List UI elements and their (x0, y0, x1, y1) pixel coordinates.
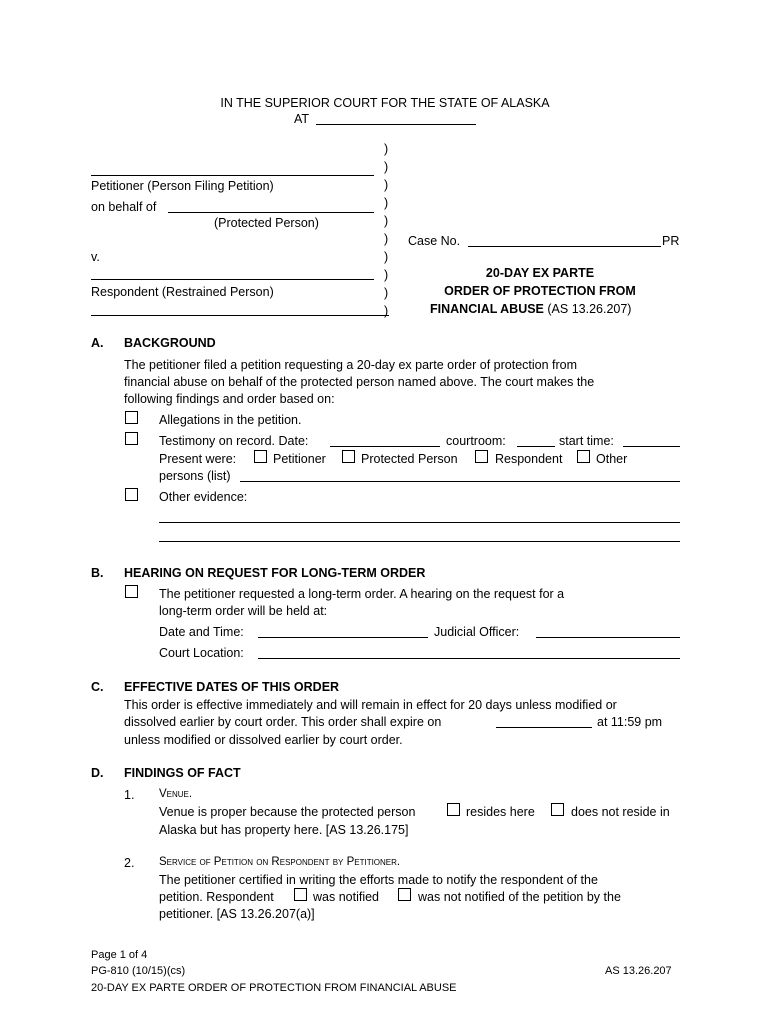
section-d-heading: FINDINGS OF FACT (124, 766, 241, 780)
footer-form-title: 20-DAY EX PARTE ORDER OF PROTECTION FROM FINANCIAL ABUSE (91, 982, 457, 994)
footer-statute: AS 13.26.207 (605, 965, 672, 977)
caption-paren: ) (384, 304, 389, 318)
order-title-financial-abuse: FINANCIAL ABUSE (430, 302, 544, 316)
at-label: AT (294, 112, 310, 126)
order-title-line1: 20-DAY EX PARTE (485, 266, 595, 280)
case-no-label: Case No. (408, 234, 461, 248)
resides-here-checkbox[interactable] (447, 803, 460, 816)
caption-paren: ) (384, 196, 389, 210)
caption-paren: ) (384, 268, 389, 282)
start-time-field[interactable] (623, 446, 680, 447)
court-heading: IN THE SUPERIOR COURT FOR THE STATE OF ALASKA (220, 96, 550, 110)
courtroom-label: courtroom: (446, 434, 506, 448)
finding-2-text: petitioner. [AS 13.26.207(a)] (159, 907, 315, 921)
order-title-line2: ORDER OF PROTECTION FROM (444, 284, 636, 298)
judicial-officer-field[interactable] (536, 637, 680, 638)
testimony-checkbox[interactable] (125, 432, 138, 445)
respondent-name-field[interactable] (91, 279, 374, 280)
section-b-letter: B. (91, 566, 104, 580)
other-evidence-field[interactable] (159, 541, 680, 542)
does-not-reside-label: does not reside in (571, 805, 670, 819)
other-evidence-checkbox[interactable] (125, 488, 138, 501)
caption-paren: ) (384, 214, 389, 228)
persons-list-label: persons (list) (159, 469, 231, 483)
caption-paren: ) (384, 142, 389, 156)
was-not-notified-label: was not notified of the petition by the (418, 890, 621, 904)
persons-list-field[interactable] (240, 481, 680, 482)
hearing-location-field[interactable] (258, 658, 680, 659)
present-protected-checkbox[interactable] (342, 450, 355, 463)
section-c-letter: C. (91, 680, 104, 694)
caption-paren: ) (384, 178, 389, 192)
section-a-letter: A. (91, 336, 104, 350)
present-were-label: Present were: (159, 452, 237, 466)
judicial-officer-label: Judicial Officer: (434, 625, 520, 639)
order-title-line3 (430, 302, 631, 316)
finding-2-text: petition. Respondent (159, 890, 274, 904)
section-c-heading: EFFECTIVE DATES OF THIS ORDER (124, 680, 340, 694)
present-protected-label: Protected Person (361, 452, 458, 466)
finding-1-title: Venue. (159, 788, 193, 800)
other-evidence-field[interactable] (159, 522, 680, 523)
section-b-text: long-term order will be held at: (159, 604, 328, 618)
was-notified-checkbox[interactable] (294, 888, 307, 901)
other-evidence-label: Other evidence: (159, 490, 248, 504)
was-notified-label: was notified (313, 890, 380, 904)
present-respondent-checkbox[interactable] (475, 450, 488, 463)
allegations-label: Allegations in the petition. (159, 413, 302, 427)
section-a-intro: following findings and order based on: (124, 392, 335, 406)
on-behalf-label: on behalf of (91, 200, 157, 214)
petitioner-label: Petitioner (Person Filing Petition) (91, 179, 274, 193)
section-c-text: This order is effective immediately and will remain in effect for 20 days unless modified or (124, 698, 617, 712)
caption-bottom-line (91, 315, 389, 316)
courtroom-field[interactable] (517, 446, 555, 447)
present-other-label: Other (596, 452, 628, 466)
footer-page-number: Page 1 of 4 (91, 949, 148, 961)
case-suffix: PR (662, 234, 680, 248)
caption-paren: ) (384, 286, 389, 300)
caption-paren: ) (384, 160, 389, 174)
finding-2-text: The petitioner certified in writing the efforts made to notify the respondent of the (159, 873, 598, 887)
allegations-checkbox[interactable] (125, 411, 138, 424)
court-location-label: Court Location: (159, 646, 244, 660)
section-b-heading: HEARING ON REQUEST FOR LONG-TERM ORDER (124, 566, 426, 580)
present-petitioner-label: Petitioner (273, 452, 326, 466)
protected-person-field[interactable] (168, 212, 374, 213)
date-time-label: Date and Time: (159, 625, 244, 639)
section-c-text: at 11:59 pm (597, 715, 663, 729)
section-a-heading: BACKGROUND (124, 336, 216, 350)
hearing-date-time-field[interactable] (258, 637, 428, 638)
versus-label: v. (91, 250, 100, 264)
finding-1-text: Alaska but has property here. [AS 13.26.175] (159, 823, 409, 837)
section-d-letter: D. (91, 766, 104, 780)
long-term-request-checkbox[interactable] (125, 585, 138, 598)
footer-form-id: PG-810 (10/15)(cs) (91, 965, 186, 977)
section-a-intro: The petitioner filed a petition requesting a 20-day ex parte order of protection from (124, 358, 578, 372)
section-c-text: dissolved earlier by court order. This order shall expire on (124, 715, 442, 729)
finding-1-text: Venue is proper because the protected person (159, 805, 416, 819)
present-respondent-label: Respondent (495, 452, 563, 466)
does-not-reside-checkbox[interactable] (551, 803, 564, 816)
finding-2-title: Service of Petition on Respondent by Petitioner. (159, 856, 401, 868)
finding-1-number: 1. (124, 788, 135, 802)
start-time-label: start time: (559, 434, 614, 448)
protected-label: (Protected Person) (214, 216, 319, 230)
caption-paren: ) (384, 232, 389, 246)
was-not-notified-checkbox[interactable] (398, 888, 411, 901)
respondent-label: Respondent (Restrained Person) (91, 285, 274, 299)
testimony-date-field[interactable] (330, 446, 440, 447)
case-number-field[interactable] (468, 246, 661, 247)
caption-paren: ) (384, 250, 389, 264)
present-petitioner-checkbox[interactable] (254, 450, 267, 463)
section-c-text: unless modified or dissolved earlier by court order. (124, 733, 403, 747)
finding-2-number: 2. (124, 856, 135, 870)
testimony-label: Testimony on record. Date: (159, 434, 309, 448)
present-other-checkbox[interactable] (577, 450, 590, 463)
section-a-intro: financial abuse on behalf of the protected person named above. The court makes the (124, 375, 595, 389)
petitioner-name-field[interactable] (91, 175, 374, 176)
order-title-statute: (AS 13.26.207) (547, 302, 632, 316)
section-b-text: The petitioner requested a long-term order. A hearing on the request for a (159, 587, 565, 601)
expiration-date-field[interactable] (496, 727, 592, 728)
court-location-field[interactable] (316, 124, 476, 125)
resides-here-label: resides here (466, 805, 535, 819)
